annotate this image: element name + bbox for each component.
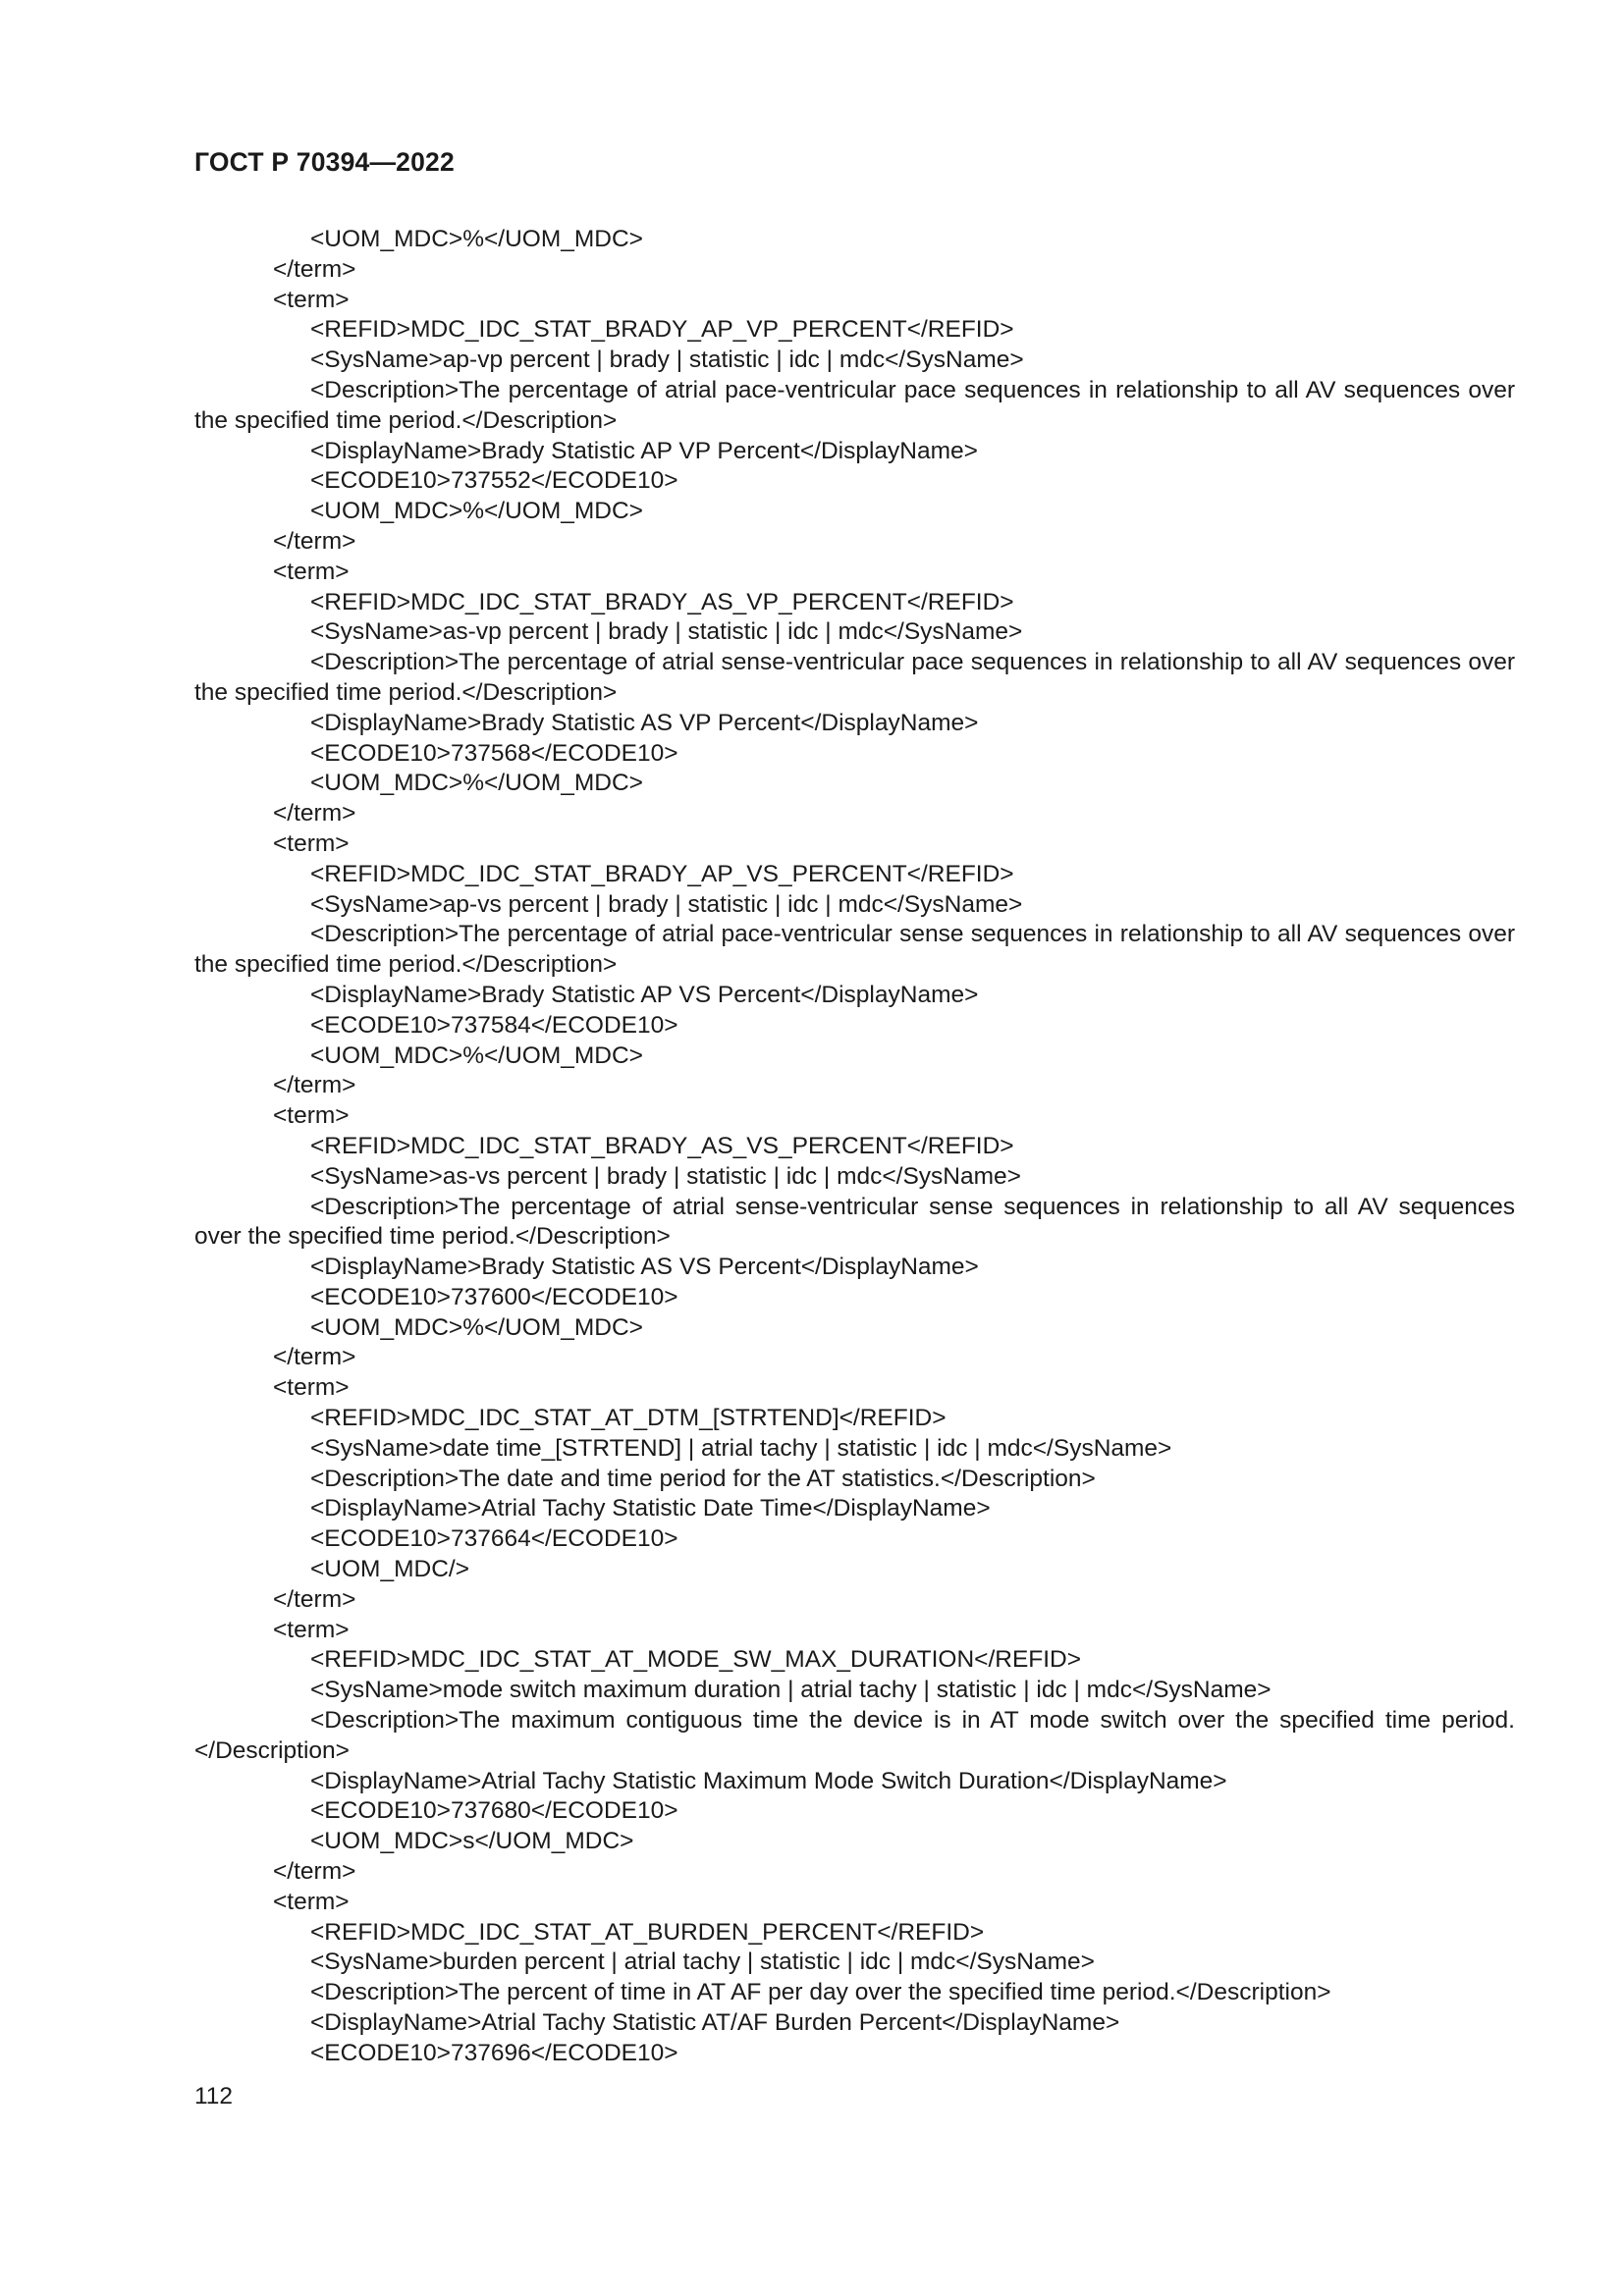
xml-field-line: <REFID>MDC_IDC_STAT_BRADY_AS_VS_PERCENT</REFID>	[310, 1132, 1014, 1159]
page-number: 112	[194, 2083, 234, 2109]
xml-field-line: <SysName>ap-vs percent | brady | statistic | idc | mdc</SysName>	[310, 890, 1023, 918]
xml-field-line: <UOM_MDC>%</UOM_MDC>	[310, 226, 643, 252]
xml-term-tag-line: <term>	[273, 1374, 350, 1402]
xml-field-line: <DisplayName>Atrial Tachy Statistic Date Time</DisplayName>	[310, 1495, 991, 1522]
xml-field-line: <DisplayName>Brady Statistic AS VS Percent</DisplayName>	[310, 1254, 979, 1281]
xml-field-line: <REFID>MDC_IDC_STAT_AT_BURDEN_PERCENT</REFID>	[310, 1918, 985, 1946]
xml-term-tag-line: <term>	[273, 286, 350, 313]
xml-field-line: <UOM_MDC/>	[310, 1556, 470, 1583]
xml-term-tag-line: <term>	[273, 829, 350, 857]
xml-field-line: <ECODE10>737568</ECODE10>	[310, 739, 678, 767]
xml-term-tag-line: </term>	[273, 800, 356, 828]
xml-field-line: <ECODE10>737664</ECODE10>	[310, 1525, 678, 1553]
xml-field-line: <ECODE10>737696</ECODE10>	[310, 2039, 678, 2066]
xml-field-line: <REFID>MDC_IDC_STAT_AT_DTM_[STRTEND]</REFID>	[310, 1405, 947, 1432]
xml-term-tag-line: <term>	[273, 1102, 350, 1130]
xml-field-line: <DisplayName>Brady Statistic AP VP Percent</DisplayName>	[310, 437, 978, 464]
xml-description-line: <Description>The maximum contiguous time the device is in AT mode switch over the specified time period.</Description>	[194, 1707, 1515, 1764]
xml-description-line: <Description>The percentage of atrial sense-ventricular sense sequences in relationship to all AV sequences over the specified time period.</Description>	[194, 1193, 1515, 1251]
xml-field-line: <SysName>date time_[STRTEND] | atrial tachy | statistic | idc | mdc</SysName>	[310, 1434, 1172, 1462]
xml-field-line: <REFID>MDC_IDC_STAT_BRADY_AP_VP_PERCENT</REFID>	[310, 316, 1014, 344]
xml-field-line: <DisplayName>Brady Statistic AP VS Percent</DisplayName>	[310, 981, 979, 1008]
xml-term-tag-line: </term>	[273, 1858, 356, 1886]
xml-field-line: <REFID>MDC_IDC_STAT_AT_MODE_SW_MAX_DURATION</REFID>	[310, 1646, 1082, 1674]
xml-field-line: <ECODE10>737680</ECODE10>	[310, 1797, 678, 1825]
xml-field-line: <UOM_MDC>%</UOM_MDC>	[310, 770, 643, 797]
xml-field-line: <ECODE10>737552</ECODE10>	[310, 467, 678, 495]
xml-description-line: <Description>The percentage of atrial sense-ventricular pace sequences in relationship to all AV sequences over the specified time period.</Description>	[194, 649, 1515, 706]
xml-field-line: <SysName>as-vp percent | brady | statistic | idc | mdc</SysName>	[310, 618, 1023, 646]
xml-field-line: <UOM_MDC>%</UOM_MDC>	[310, 1041, 643, 1069]
xml-term-tag-line: <term>	[273, 1616, 350, 1643]
xml-field-line: <UOM_MDC>%</UOM_MDC>	[310, 498, 643, 525]
xml-field-line: <DisplayName>Atrial Tachy Statistic Maximum Mode Switch Duration</DisplayName>	[310, 1767, 1227, 1794]
xml-field-line: <REFID>MDC_IDC_STAT_BRADY_AS_VP_PERCENT</REFID>	[310, 588, 1014, 615]
xml-field-line: <SysName>ap-vp percent | brady | statistic | idc | mdc</SysName>	[310, 347, 1024, 374]
xml-term-tag-line: </term>	[273, 1585, 356, 1613]
document-header: ГОСТ Р 70394—2022	[194, 147, 455, 177]
xml-description-line: <Description>The percentage of atrial pace-ventricular pace sequences in relationship to all AV sequences over the specified time period.</Description>	[194, 376, 1515, 434]
xml-field-line: <Description>The date and time period for the AT statistics.</Description>	[310, 1465, 1096, 1492]
xml-field-line: <UOM_MDC>s</UOM_MDC>	[310, 1828, 634, 1855]
xml-field-line: <ECODE10>737584</ECODE10>	[310, 1011, 678, 1039]
xml-field-line: <SysName>as-vs percent | brady | statistic | idc | mdc</SysName>	[310, 1162, 1021, 1190]
xml-field-line: <Description>The percent of time in AT AF per day over the specified time period.</Description>	[310, 1979, 1331, 2006]
xml-field-line: <SysName>mode switch maximum duration | atrial tachy | statistic | idc | mdc</SysName>	[310, 1677, 1272, 1704]
xml-field-line: <REFID>MDC_IDC_STAT_BRADY_AP_VS_PERCENT</REFID>	[310, 860, 1014, 887]
xml-field-line: <DisplayName>Atrial Tachy Statistic AT/AF Burden Percent</DisplayName>	[310, 2009, 1120, 2037]
xml-term-tag-line: </term>	[273, 255, 356, 283]
xml-field-line: <DisplayName>Brady Statistic AS VP Percent</DisplayName>	[310, 709, 979, 736]
xml-term-tag-line: <term>	[273, 1888, 350, 1915]
xml-term-tag-line: </term>	[273, 1072, 356, 1099]
xml-term-tag-line: </term>	[273, 1344, 356, 1371]
xml-field-line: <ECODE10>737600</ECODE10>	[310, 1283, 678, 1310]
xml-field-line: <UOM_MDC>%</UOM_MDC>	[310, 1313, 643, 1341]
xml-listing	[194, 225, 1515, 2069]
xml-description-line: <Description>The percentage of atrial pace-ventricular sense sequences in relationship to all AV sequences over the specified time period.</Description>	[194, 921, 1515, 979]
xml-term-tag-line: </term>	[273, 527, 356, 555]
xml-field-line: <SysName>burden percent | atrial tachy | statistic | idc | mdc</SysName>	[310, 1949, 1095, 1976]
xml-term-tag-line: <term>	[273, 558, 350, 585]
